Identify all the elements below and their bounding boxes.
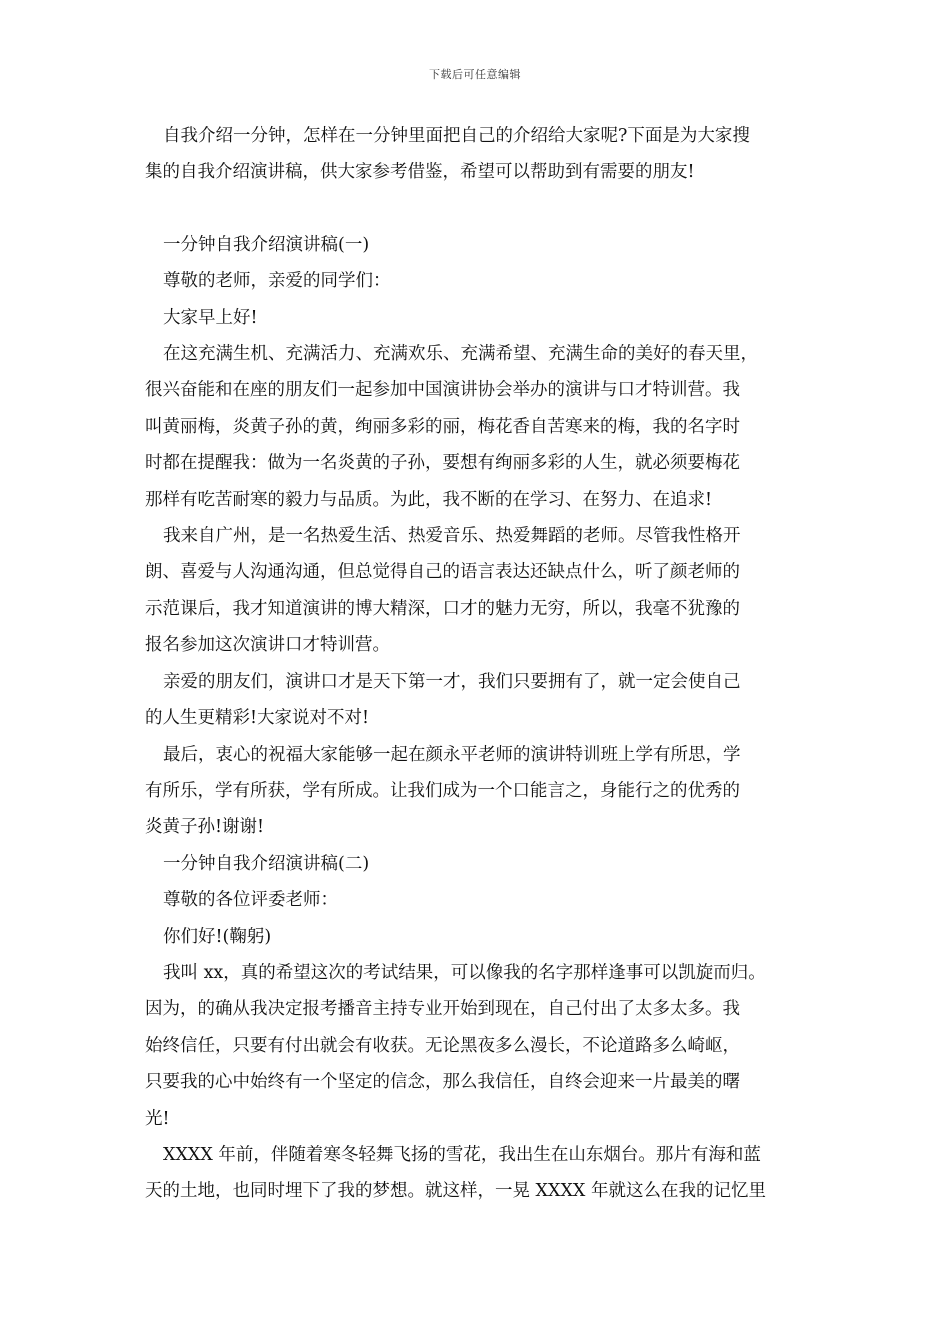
paragraph-line: 时都在提醒我：做为一名炎黄的子孙，要想有绚丽多彩的人生，就必须要梅花	[145, 453, 740, 474]
paragraph-line: 我来自广州，是一名热爱生活、热爱音乐、热爱舞蹈的老师。尽管我性格开	[163, 526, 741, 547]
paragraph-line: 天的土地，也同时埋下了我的梦想。就这样，一晃 XXXX 年就这么在我的记忆里	[145, 1181, 766, 1202]
document-body	[145, 118, 815, 1210]
paragraph-line: 始终信任，只要有付出就会有收获。无论黑夜多么漫长，不论道路多么崎岖，	[145, 1035, 740, 1056]
section1-greeting: 大家早上好!	[163, 307, 258, 328]
section2-paragraph-2	[145, 1137, 815, 1210]
section1-paragraph-2	[145, 518, 815, 664]
paragraph-line: 最后，衷心的祝福大家能够一起在颜永平老师的演讲特训班上学有所思，学	[163, 744, 741, 765]
spacer	[145, 191, 815, 227]
intro-line: 集的自我介绍演讲稿，供大家参考借鉴，希望可以帮助到有需要的朋友!	[145, 162, 695, 183]
intro-paragraph	[145, 118, 815, 191]
paragraph-line: 光!	[145, 1108, 170, 1129]
paragraph-line: 炎黄子孙!谢谢!	[145, 817, 265, 838]
paragraph-line: 在这充满生机、充满活力、充满欢乐、充满希望、充满生命的美好的春天里，	[163, 344, 758, 365]
paragraph-line: 因为，的确从我决定报考播音主持专业开始到现在，自己付出了太多太多。我	[145, 999, 740, 1020]
paragraph-line: 亲爱的朋友们，演讲口才是天下第一才，我们只要拥有了，就一定会使自己	[163, 671, 741, 692]
intro-line: 自我介绍一分钟，怎样在一分钟里面把自己的介绍给大家呢?下面是为大家搜	[163, 126, 750, 146]
paragraph-line: 我叫 xx，真的希望这次的考试结果，可以像我的名字那样逢事可以凯旋而归。	[163, 962, 766, 983]
section2-greeting: 你们好!(鞠躬)	[163, 926, 272, 947]
section1-salutation: 尊敬的老师，亲爱的同学们：	[163, 271, 391, 292]
section1-paragraph-1	[145, 336, 815, 518]
paragraph-line: 叫黄丽梅，炎黄子孙的黄，绚丽多彩的丽，梅花香自苦寒来的梅，我的名字时	[145, 416, 740, 437]
header-note: 下载后可任意编辑	[429, 68, 521, 81]
paragraph-line: 朗、喜爱与人沟通沟通，但总觉得自己的语言表达还缺点什么，听了颜老师的	[145, 562, 740, 583]
section1-title: 一分钟自我介绍演讲稿(一)	[163, 234, 370, 255]
paragraph-line: 示范课后，我才知道演讲的博大精深，口才的魅力无穷，所以，我毫不犹豫的	[145, 598, 740, 619]
section1-paragraph-4	[145, 737, 815, 846]
paragraph-line: XXXX 年前，伴随着寒冬轻舞飞扬的雪花，我出生在山东烟台。那片有海和蓝	[163, 1144, 761, 1165]
paragraph-line: 的人生更精彩!大家说对不对!	[145, 708, 370, 729]
paragraph-line: 那样有吃苦耐寒的毅力与品质。为此，我不断的在学习、在努力、在追求!	[145, 489, 713, 510]
paragraph-line: 很兴奋能和在座的朋友们一起参加中国演讲协会举办的演讲与口才特训营。我	[145, 380, 740, 401]
paragraph-line: 有所乐，学有所获，学有所成。让我们成为一个口能言之，身能行之的优秀的	[145, 780, 740, 801]
section2-salutation: 尊敬的各位评委老师：	[163, 890, 338, 911]
paragraph-line: 报名参加这次演讲口才特训营。	[145, 635, 390, 656]
section2-title: 一分钟自我介绍演讲稿(二)	[163, 853, 370, 874]
section1-paragraph-3	[145, 664, 815, 737]
section2-paragraph-1	[145, 955, 815, 1137]
paragraph-line: 只要我的心中始终有一个坚定的信念，那么我信任，自终会迎来一片最美的曙	[145, 1072, 740, 1093]
